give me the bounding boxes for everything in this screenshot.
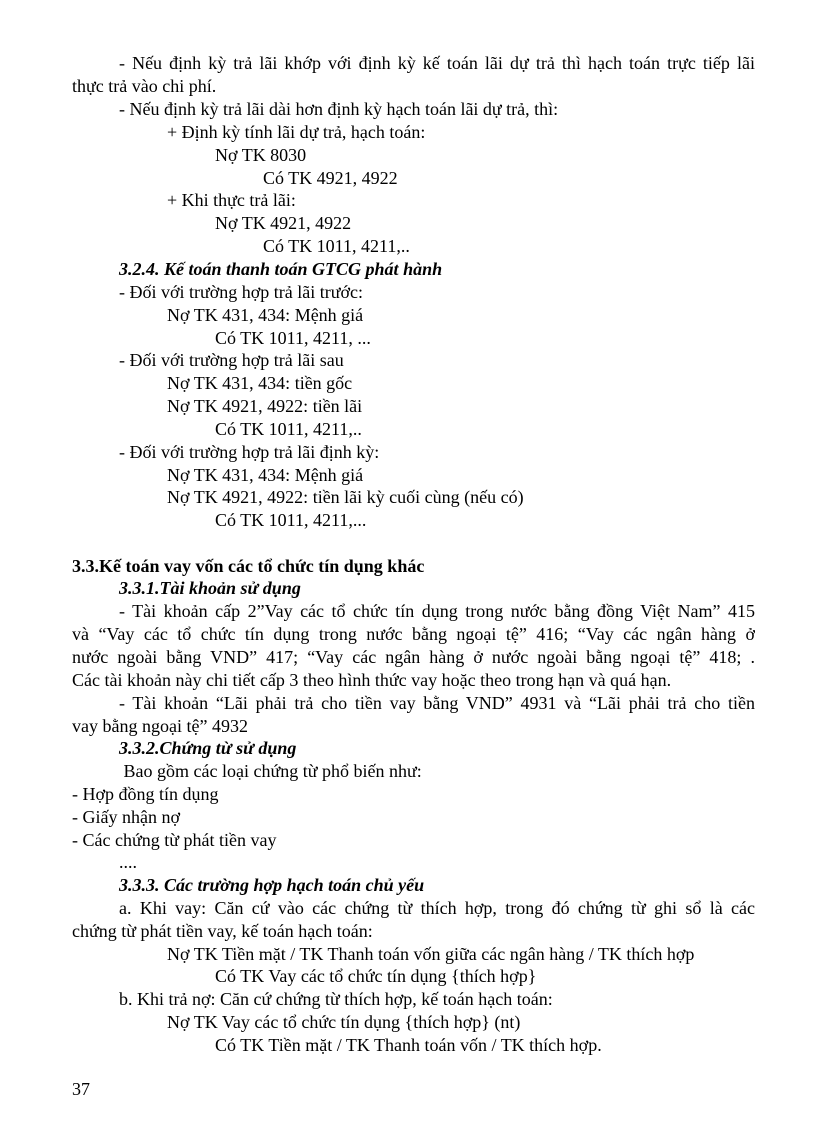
subsection-heading: 3.3.2.Chứng từ sử dụng [119,738,297,758]
paragraph-line: nước ngoài bằng VND” 417; “Vay các ngân hàng ở nước ngoài bằng ngoại tệ” 418; . [72,647,755,667]
entry-line: Có TK 4921, 4922 [263,168,398,188]
entry-line: Nợ TK 4921, 4922: tiền lãi kỳ cuối cùng (nếu có) [167,487,524,507]
section-heading: 3.3.Kế toán vay vốn các tổ chức tín dụng khác [72,556,425,576]
subsection-heading: 3.3.3. Các trường hợp hạch toán chủ yếu [119,875,425,895]
subsection-heading: 3.3.1.Tài khoản sử dụng [119,578,301,598]
paragraph-line: - Đối với trường hợp trả lãi sau [119,350,344,370]
paragraph-line: a. Khi vay: Căn cứ vào các chứng từ thích hợp, trong đó chứng từ ghi sổ là các [119,898,755,918]
list-item: - Giấy nhận nợ [72,807,180,827]
paragraph-line: thực trả vào chi phí. [72,76,217,96]
paragraph-line: Các tài khoản này chi tiết cấp 3 theo hình thức vay hoặc theo trong hạn và quá hạn. [72,670,672,690]
entry-line: Nợ TK 431, 434: Mệnh giá [167,305,364,325]
entry-line: Nợ TK 431, 434: tiền gốc [167,373,353,393]
section-heading: 3.2.4. Kế toán thanh toán GTCG phát hành [119,259,443,279]
entry-line: Nợ TK 4921, 4922: tiền lãi [167,396,363,416]
ellipsis-line: .... [119,852,137,872]
entry-line: Nợ TK Vay các tổ chức tín dụng {thích hợp} (nt) [167,1012,521,1032]
entry-line: Có TK 1011, 4211, ... [215,328,371,348]
paragraph-line: - Tài khoản cấp 2”Vay các tổ chức tín dụng trong nước bằng đồng Việt Nam” 415 [119,601,755,621]
paragraph-line: - Nếu định kỳ trả lãi khớp với định kỳ kế toán lãi dự trả thì hạch toán trực tiếp lãi [119,53,755,73]
entry-line: Nợ TK 4921, 4922 [215,213,352,233]
entry-line: Có TK Vay các tổ chức tín dụng {thích hợp} [215,966,537,986]
entry-line: Có TK 1011, 4211,.. [263,236,410,256]
paragraph-line: - Nếu định kỳ trả lãi dài hơn định kỳ hạch toán lãi dự trả, thì: [119,99,559,119]
entry-line: Có TK 1011, 4211,.. [215,419,362,439]
paragraph-line: chứng từ phát tiền vay, kế toán hạch toán: [72,921,373,941]
paragraph-line: Bao gồm các loại chứng từ phổ biến như: [119,761,422,781]
list-item: - Các chứng từ phát tiền vay [72,830,277,850]
entry-line: Nợ TK 431, 434: Mệnh giá [167,465,364,485]
paragraph-line: b. Khi trả nợ: Căn cứ chứng từ thích hợp, kế toán hạch toán: [119,989,553,1009]
entry-line: Có TK Tiền mặt / TK Thanh toán vốn / TK thích hợp. [215,1035,602,1055]
list-item: - Hợp đồng tín dụng [72,784,219,804]
paragraph-line: và “Vay các tổ chức tín dụng trong nước bằng ngoại tệ” 416; “Vay các ngân hàng ở [72,624,755,644]
entry-line: Nợ TK Tiền mặt / TK Thanh toán vốn giữa các ngân hàng / TK thích hợp [167,944,695,964]
paragraph-line: + Định kỳ tính lãi dự trả, hạch toán: [167,122,426,142]
entry-line: Có TK 1011, 4211,... [215,510,367,530]
paragraph-line: - Tài khoản “Lãi phải trả cho tiền vay bằng VND” 4931 và “Lãi phải trả cho tiền [119,693,755,713]
paragraph-line: - Đối với trường hợp trả lãi định kỳ: [119,442,380,462]
paragraph-line: + Khi thực trả lãi: [167,190,296,210]
paragraph-line: vay bằng ngoại tệ” 4932 [72,716,248,736]
entry-line: Nợ TK 8030 [215,145,307,165]
page-number: 37 [72,1079,90,1099]
paragraph-line: - Đối với trường hợp trả lãi trước: [119,282,364,302]
